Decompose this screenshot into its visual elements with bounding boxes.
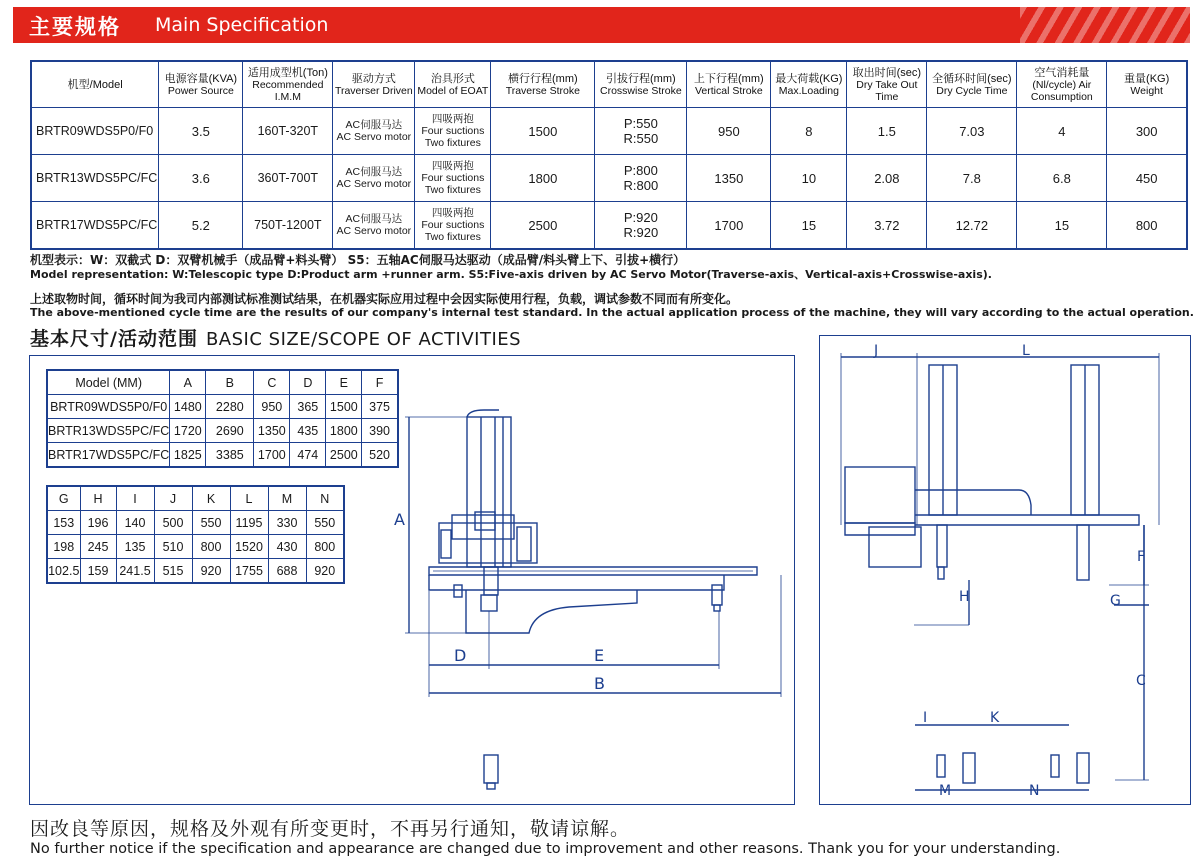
dim-cell: 500 xyxy=(154,511,192,535)
dim-cell: 1500 xyxy=(326,395,362,419)
dim-label-k: K xyxy=(990,710,1000,726)
dim-header-cell: F xyxy=(362,370,398,395)
dim-cell: 3385 xyxy=(206,443,254,468)
dim-cell: 102.5 xyxy=(47,559,80,584)
dim-header-cell: A xyxy=(170,370,206,395)
spec-header-en: Recommended I.M.M xyxy=(252,78,324,103)
dim-cell: 153 xyxy=(47,511,80,535)
spec-header-cell xyxy=(159,61,243,108)
dim-cell: 800 xyxy=(192,535,230,559)
dim-header-cell: K xyxy=(192,486,230,511)
spec-cell xyxy=(159,155,243,202)
spec-cell xyxy=(31,202,159,250)
spec-cell xyxy=(687,202,771,250)
spec-cell-text: BRTR17WDS5PC/FC xyxy=(36,218,158,232)
spec-cell-text: Four suctions xyxy=(421,219,485,231)
spec-cell-text: 2.08 xyxy=(874,170,900,186)
dim-label-a: A xyxy=(394,510,405,529)
spec-header-cell xyxy=(1107,61,1187,108)
side-view-drawing xyxy=(29,355,795,805)
dim-cell: 1520 xyxy=(230,535,268,559)
main-spec-table xyxy=(30,60,1188,250)
footer-notice-cn: 因改良等原因，规格及外观有所变更时，不再另行通知，敬请谅解。 xyxy=(30,818,631,840)
spec-header-en: Vertical Stroke xyxy=(694,84,763,97)
spec-cell xyxy=(771,108,847,155)
spec-header-en: Dry Take Out Time xyxy=(856,78,918,103)
spec-header-cn: 上下行程(mm) xyxy=(694,72,764,85)
dim-label-e: E xyxy=(594,646,605,665)
basic-size-title xyxy=(30,324,521,351)
dim-cell: 196 xyxy=(80,511,116,535)
spec-cell-text: AC Servo motor xyxy=(336,225,412,237)
spec-cell-text: 7.03 xyxy=(959,123,985,139)
dim-header-cell: H xyxy=(80,486,116,511)
spec-header-cn: 治具形式 xyxy=(430,72,475,85)
spec-cell xyxy=(927,202,1017,250)
spec-cell-text: 5.2 xyxy=(191,217,210,233)
dim-cell: 800 xyxy=(306,535,344,559)
dim-header-cell: G xyxy=(47,486,80,511)
spec-header-cell xyxy=(31,61,159,108)
dim-cell: 1720 xyxy=(170,419,206,443)
spec-cell-text: P:800 xyxy=(623,163,658,178)
dim-cell: 2690 xyxy=(206,419,254,443)
cycle-note-en: The above-mentioned cycle time are the results of our company's internal test standard. In the actual application process of the machine, they will vary according to the actual operation. xyxy=(30,306,1194,319)
dim-label-b: B xyxy=(594,674,605,693)
spec-header-cn: 引拔行程(mm) xyxy=(606,72,676,85)
dim-header-cell: D xyxy=(290,370,326,395)
dim-cell: 1195 xyxy=(230,511,268,535)
spec-cell-text: 10 xyxy=(801,170,817,186)
spec-header-en: Traverse Stroke xyxy=(505,84,580,97)
spec-cell xyxy=(1017,155,1107,202)
spec-cell xyxy=(31,155,159,202)
dim-cell: 950 xyxy=(254,395,290,419)
spec-cell-text: 四吸两抱 xyxy=(431,207,474,219)
spec-row xyxy=(31,202,1187,250)
spec-header-en: Model of EOAT xyxy=(417,84,489,97)
dim-cell: 515 xyxy=(154,559,192,584)
spec-cell-text: 1800 xyxy=(528,170,558,186)
spec-cell xyxy=(771,202,847,250)
header-title-en: Main Specification xyxy=(155,14,329,36)
spec-header-en: Power Source xyxy=(167,84,234,97)
dim-header-cell: L xyxy=(230,486,268,511)
spec-cell-text: Two fixtures xyxy=(424,231,481,243)
spec-cell-text: R:550 xyxy=(623,131,659,146)
spec-cell-text: 3.6 xyxy=(191,170,210,186)
spec-cell xyxy=(927,155,1017,202)
dim-cell: 474 xyxy=(290,443,326,468)
dim-cell: 1755 xyxy=(230,559,268,584)
spec-cell-text: Two fixtures xyxy=(424,137,481,149)
spec-cell xyxy=(847,202,927,250)
spec-cell-text: 四吸两抱 xyxy=(431,160,474,172)
spec-header-cell xyxy=(333,61,415,108)
spec-cell xyxy=(1017,108,1107,155)
dim-cell: 550 xyxy=(192,511,230,535)
dim-cell: 2280 xyxy=(206,395,254,419)
header-title-cn: 主要规格 xyxy=(29,15,121,39)
model-representation-en: Model representation: W:Telescopic type D:Product arm +runner arm. S5:Five-axis driven by AC Servo Motor(Traverse-axis、Vertical-axis+Crosswise-axis). xyxy=(30,268,992,281)
dim-cell: 1700 xyxy=(254,443,290,468)
footer-notice-en: No further notice if the specification and appearance are changed due to improvement and other reasons. Thank you for your understanding. xyxy=(30,841,1061,857)
top-view-drawing xyxy=(819,335,1191,805)
dim-label-j: J xyxy=(874,343,879,359)
section-header-main-spec xyxy=(13,7,1190,43)
spec-cell-text: BRTR13WDS5PC/FC xyxy=(36,171,158,185)
spec-header-cell xyxy=(847,61,927,108)
spec-cell xyxy=(415,202,491,250)
spec-cell xyxy=(771,155,847,202)
dim-header-cell: J xyxy=(154,486,192,511)
spec-row xyxy=(31,155,1187,202)
dim-header-cell: N xyxy=(306,486,344,511)
spec-cell-text: 12.72 xyxy=(955,217,989,233)
spec-cell-text: 1700 xyxy=(714,217,744,233)
spec-header-en: Traverser Driven xyxy=(334,84,413,97)
spec-cell xyxy=(491,202,595,250)
dim-cell: 920 xyxy=(306,559,344,584)
spec-cell-text: 950 xyxy=(717,123,740,139)
dim-cell: 1480 xyxy=(170,395,206,419)
spec-cell xyxy=(847,108,927,155)
spec-cell-text: 四吸两抱 xyxy=(431,113,474,125)
spec-cell xyxy=(415,108,491,155)
spec-cell-text: 1500 xyxy=(528,123,558,139)
spec-header-cell xyxy=(491,61,595,108)
dim-label-d: D xyxy=(454,646,467,665)
dim-cell: 1825 xyxy=(170,443,206,468)
dim-cell: 159 xyxy=(80,559,116,584)
spec-cell xyxy=(159,202,243,250)
dim-cell: 365 xyxy=(290,395,326,419)
spec-cell-text: 1350 xyxy=(714,170,744,186)
spec-cell xyxy=(31,108,159,155)
spec-header-en: Dry Cycle Time xyxy=(936,84,1008,97)
spec-cell-text: AC伺服马达 xyxy=(345,213,403,225)
dim-cell: 688 xyxy=(268,559,306,584)
dim-header-cell: I xyxy=(116,486,154,511)
spec-cell-text: Four suctions xyxy=(421,125,485,137)
spec-header-row xyxy=(31,61,1187,108)
spec-cell-text: 15 xyxy=(801,217,817,233)
spec-header-cell xyxy=(595,61,687,108)
vertical-arm xyxy=(467,417,511,567)
spec-cell xyxy=(595,108,687,155)
dim-label-n: N xyxy=(1029,783,1040,799)
dim-cell: 2500 xyxy=(326,443,362,468)
dim-cell: 920 xyxy=(192,559,230,584)
basic-size-title-cn: 基本尺寸/活动范围 xyxy=(30,328,198,350)
spec-cell-text: AC伺服马达 xyxy=(345,166,403,178)
spec-header-en: Weight xyxy=(1130,84,1163,97)
dim-header-cell: E xyxy=(326,370,362,395)
dim-cell: 198 xyxy=(47,535,80,559)
dim-label-h: H xyxy=(959,589,970,605)
spec-cell-text: 7.8 xyxy=(962,170,981,186)
spec-cell-text: 2500 xyxy=(528,217,558,233)
header-stripes xyxy=(1020,7,1190,43)
dim-cell: 375 xyxy=(362,395,398,419)
dim-cell: 510 xyxy=(154,535,192,559)
dim-cell: 390 xyxy=(362,419,398,443)
dim-cell: 520 xyxy=(362,443,398,468)
spec-cell-text: 800 xyxy=(1135,217,1158,233)
basic-size-title-en: BASIC SIZE/SCOPE OF ACTIVITIES xyxy=(205,329,522,350)
spec-cell xyxy=(687,108,771,155)
spec-header-cell xyxy=(243,61,333,108)
spec-cell xyxy=(243,202,333,250)
dim-cell: 135 xyxy=(116,535,154,559)
spec-cell xyxy=(491,108,595,155)
spec-cell-text: AC Servo motor xyxy=(336,178,412,190)
dim-header-cell: M xyxy=(268,486,306,511)
spec-cell-text: R:800 xyxy=(623,178,659,193)
spec-header-en: (Nl/cycle) Air Consumption xyxy=(1030,78,1093,103)
dim-cell: BRTR13WDS5PC/FC xyxy=(47,419,170,443)
spec-cell-text: 15 xyxy=(1054,217,1070,233)
spec-cell-text: Four suctions xyxy=(421,172,485,184)
dim-label-f: F xyxy=(1137,549,1146,565)
dim-cell: 140 xyxy=(116,511,154,535)
dim-cell: 430 xyxy=(268,535,306,559)
spec-cell xyxy=(333,155,415,202)
spec-header-cn: 机型/Model xyxy=(67,78,123,91)
spec-header-cn: 最大荷载(KG) xyxy=(775,72,843,85)
spec-cell-text: 3.5 xyxy=(191,123,210,139)
spec-cell-text: 160T-320T xyxy=(257,124,319,138)
dim-header-cell: B xyxy=(206,370,254,395)
dim-label-c: C xyxy=(1136,673,1146,689)
dim-header-cell: Model (MM) xyxy=(47,370,170,395)
dim-cell: 550 xyxy=(306,511,344,535)
spec-cell xyxy=(1107,108,1187,155)
dim-cell: BRTR09WDS5P0/F0 xyxy=(47,395,170,419)
dim-cell: 330 xyxy=(268,511,306,535)
dim-cell: 245 xyxy=(80,535,116,559)
dim-cell: BRTR17WDS5PC/FC xyxy=(47,443,170,468)
spec-cell-text: 450 xyxy=(1135,170,1158,186)
spec-cell-text: BRTR09WDS5P0/F0 xyxy=(36,124,154,138)
spec-header-cn: 横行行程(mm) xyxy=(508,72,578,85)
spec-cell-text: P:550 xyxy=(623,116,658,131)
spec-cell xyxy=(1017,202,1107,250)
spec-header-cell xyxy=(1017,61,1107,108)
spec-header-cell xyxy=(927,61,1017,108)
carriage-body xyxy=(439,523,537,563)
dim-label-m: M xyxy=(939,783,952,799)
spec-header-en: Max.Loading xyxy=(778,84,839,97)
dim-cell: 435 xyxy=(290,419,326,443)
model-representation-cn: 机型表示：W：双截式 D：双臂机械手（成品臂+料头臂） S5：五轴AC伺服马达驱动（成品臂/料头臂上下、引拔+横行） xyxy=(30,253,686,267)
spec-header-cn: 电源容量(KVA) xyxy=(164,72,238,85)
spec-cell xyxy=(415,155,491,202)
dim-cell: 1800 xyxy=(326,419,362,443)
spec-header-cn: 空气消耗量 xyxy=(1034,66,1090,79)
spec-cell xyxy=(243,155,333,202)
spec-cell xyxy=(159,108,243,155)
spec-cell-text: R:920 xyxy=(623,225,659,240)
beam-base xyxy=(429,575,724,590)
dim-cell: 1350 xyxy=(254,419,290,443)
spec-cell xyxy=(847,155,927,202)
spec-header-cn: 适用成型机(Ton) xyxy=(247,66,328,79)
spec-header-cn: 全循环时间(sec) xyxy=(932,72,1012,85)
dim-label-i: I xyxy=(923,710,928,726)
spec-cell-text: P:920 xyxy=(623,210,658,225)
spec-cell-text: 3.72 xyxy=(874,217,900,233)
dim-header-cell: C xyxy=(254,370,290,395)
dim-cell: 241.5 xyxy=(116,559,154,584)
spec-cell-text: 4 xyxy=(1058,123,1066,139)
spec-cell-text: AC Servo motor xyxy=(336,131,412,143)
cycle-note-cn: 上述取物时间，循环时间为我司内部测试标准测试结果，在机器实际应用过程中会因实际使用行程，负载，调试参数不同而有所变化。 xyxy=(30,292,739,306)
spec-cell xyxy=(491,155,595,202)
spec-header-cell xyxy=(687,61,771,108)
spec-cell-text: AC伺服马达 xyxy=(345,119,403,131)
spec-cell-text: 750T-1200T xyxy=(254,218,322,232)
spec-cell xyxy=(927,108,1017,155)
spec-header-cell xyxy=(415,61,491,108)
spec-cell xyxy=(595,155,687,202)
spec-cell xyxy=(1107,202,1187,250)
spec-cell-text: 8 xyxy=(805,123,813,139)
spec-header-cn: 取出时间(sec) xyxy=(852,66,922,79)
spec-cell xyxy=(243,108,333,155)
spec-row xyxy=(31,108,1187,155)
spec-cell xyxy=(595,202,687,250)
spec-cell-text: 360T-700T xyxy=(257,171,319,185)
spec-cell xyxy=(333,202,415,250)
spec-cell-text: 6.8 xyxy=(1052,170,1071,186)
spec-cell xyxy=(1107,155,1187,202)
spec-header-cell xyxy=(771,61,847,108)
spec-cell xyxy=(333,108,415,155)
spec-cell-text: Two fixtures xyxy=(424,184,481,196)
spec-header-cn: 重量(KG) xyxy=(1124,72,1170,85)
spec-cell-text: 300 xyxy=(1135,123,1158,139)
spec-header-cn: 驱动方式 xyxy=(351,72,396,85)
dim-label-l: L xyxy=(1022,343,1030,359)
spec-header-en: Crosswise Stroke xyxy=(599,84,682,97)
dim-label-g: G xyxy=(1110,593,1121,609)
spec-cell xyxy=(687,155,771,202)
spec-cell-text: 1.5 xyxy=(877,123,896,139)
